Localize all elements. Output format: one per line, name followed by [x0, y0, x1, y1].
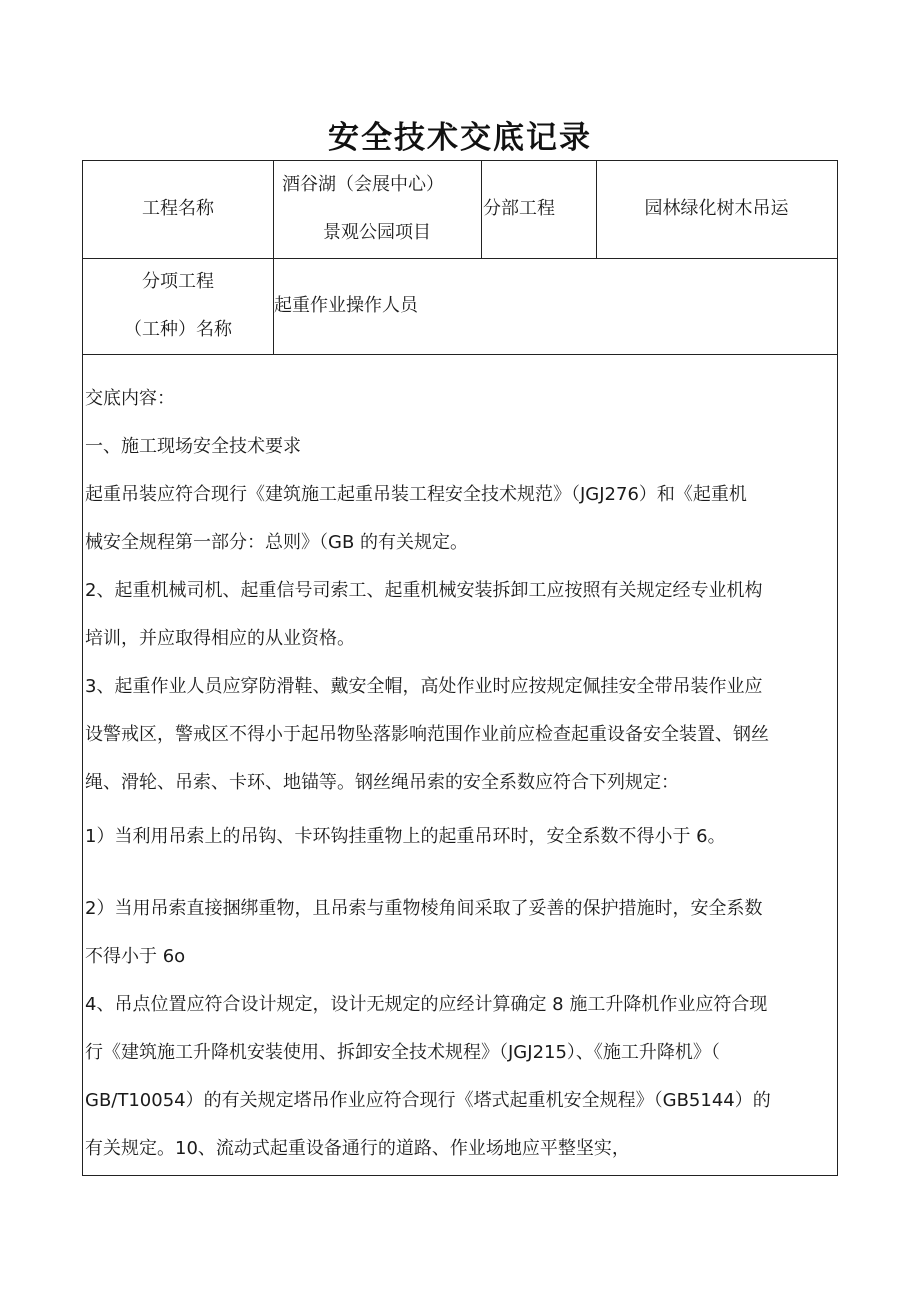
content-line: 一、施工现场安全技术要求: [85, 436, 301, 457]
subproject-value: 园林绿化树木吊运: [644, 198, 789, 219]
content-line: 械安全规程第一部分：总则》（GB 的有关规定。: [85, 532, 469, 553]
content-line: 有关规定。10、流动式起重设备通行的道路、作业场地应平整坚实，: [85, 1138, 630, 1159]
content-line: GB/T10054）的有关规定塔吊作业应符合现行《塔式起重机安全规程》（GB5144）的: [85, 1090, 771, 1111]
content-line: 设警戒区，警戒区不得小于起吊物坠落影响范围作业前应检查起重设备安全装置、钢丝: [85, 724, 769, 745]
content-line: 3、起重作业人员应穿防滑鞋、戴安全帽，高处作业时应按规定佩挂安全带吊装作业应: [85, 676, 763, 697]
content-line: 不得小于 6o: [85, 946, 186, 967]
content-line: 2、起重机械司机、起重信号司索工、起重机械安装拆卸工应按照有关规定经专业机构: [85, 580, 763, 601]
content-line: 1）当利用吊索上的吊钩、卡环钩挂重物上的起重吊环时，安全系数不得小于 6。: [85, 826, 726, 847]
col-divider-2: [481, 161, 482, 258]
disclosure-table: [82, 160, 838, 1176]
content-line: 起重吊装应符合现行《建筑施工起重吊装工程安全技术规范》（JGJ276）和《起重机: [85, 484, 747, 505]
item-label-line1: 分项工程: [142, 271, 214, 292]
item-value: 起重作业操作人员: [274, 295, 418, 316]
content-line: 行《建筑施工升降机安装使用、拆卸安全技术规程》（JGJ215）、《施工升降机》（: [85, 1042, 720, 1063]
row-divider-2: [83, 354, 837, 355]
content-line: 培训，并应取得相应的从业资格。: [85, 628, 355, 649]
item-label-line2: （工种）名称: [124, 319, 232, 340]
content-line: 交底内容：: [85, 388, 175, 409]
project-name-label: 工程名称: [142, 198, 214, 219]
subproject-label: 分部工程: [483, 198, 555, 219]
project-name-value-line1: 酒谷湖（会展中心）: [282, 174, 444, 195]
project-name-value-line2: 景观公园项目: [323, 222, 431, 243]
content-line: 绳、滑轮、吊索、卡环、地锚等。钢丝绳吊索的安全系数应符合下列规定：: [85, 772, 679, 793]
content-line: 4、吊点位置应符合设计规定，设计无规定的应经计算确定 8 施工升降机作业应符合现: [85, 994, 768, 1015]
document-title: 安全技术交底记录: [328, 120, 592, 156]
content-line: 2）当用吊索直接捆绑重物，且吊索与重物棱角间采取了妥善的保护措施时，安全系数: [85, 898, 763, 919]
